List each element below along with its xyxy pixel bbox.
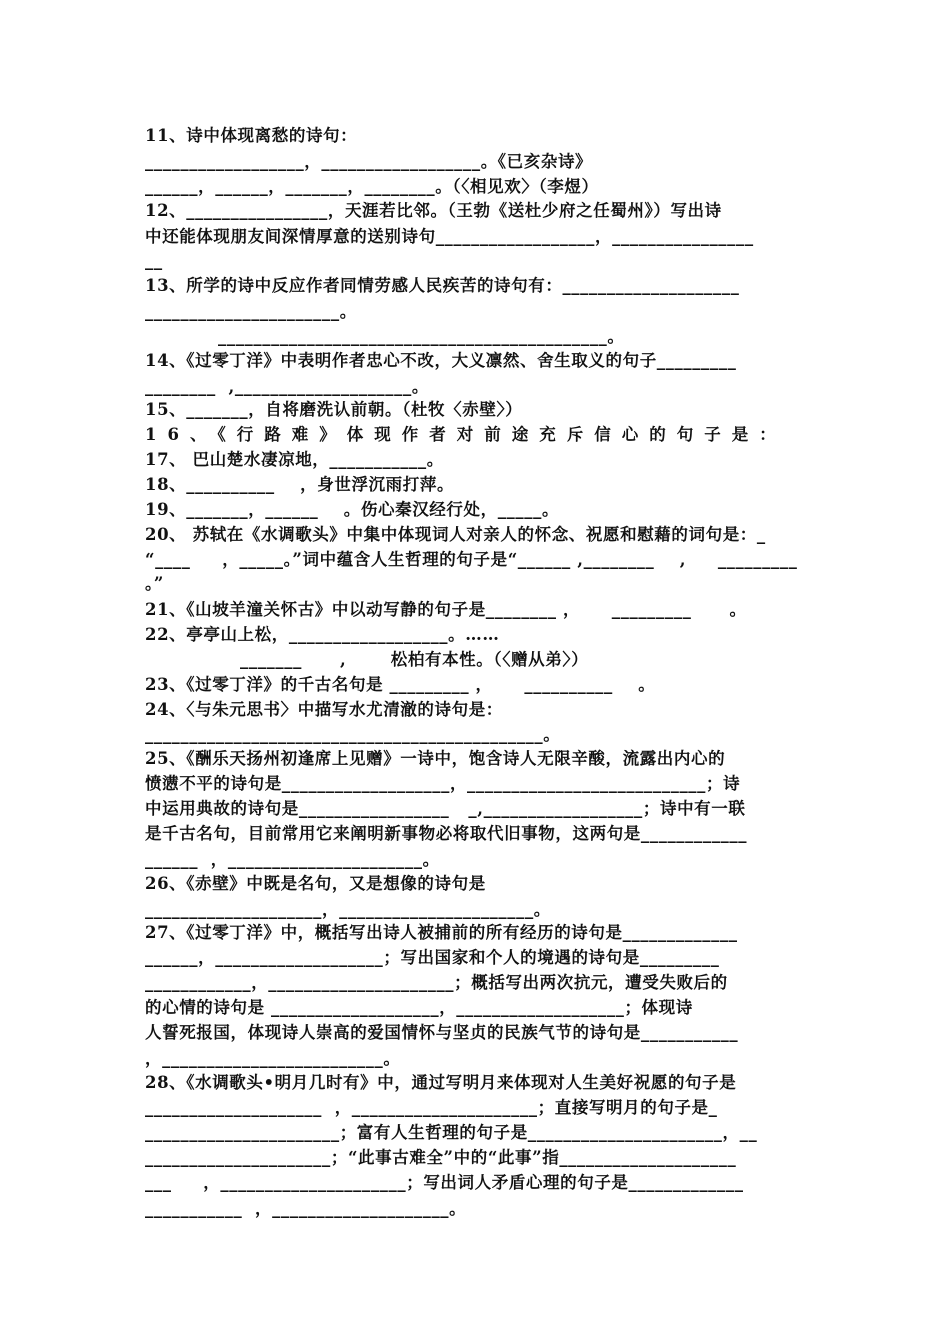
q28-line-3: ______________________；富有人生哲理的句子是______________________，__ [145,1123,758,1142]
q13-line-3: ____________________________________________。 [218,327,625,346]
q18-line: 18、__________ ，身世浮沉雨打萍。 [145,475,455,494]
q28-line-2: ____________________ ，_____________________；直接写明月的句子是_ [145,1098,718,1117]
q11-line-1: 11、诗中体现离愁的诗句： [145,126,358,145]
q11-line-2: __________________，__________________。《已亥杂诗》 [145,152,593,171]
q15-line: 15、_______，自将磨洗认前朝。（杜牧〈赤壁〉） [145,400,523,419]
q27-line-6: ，_________________________。 [145,1049,401,1068]
q12-line-2: 中还能体现朋友间深情厚意的送别诗句__________________，________________ [145,227,754,246]
q21-line: 21、《山坡羊潼关怀古》中以动写静的句子是________ ， _________ 。 [145,600,747,619]
q28-line-6: ___________ ，____________________。 [145,1199,467,1218]
q25-line-5: ______ ，______________________。 [145,850,440,869]
q19-line: 19、_______，______ 。伤心秦汉经行处，_____。 [145,500,560,519]
q17-line: 17、 巴山楚水凄凉地，___________。 [145,450,444,469]
q27-line-1: 27、《过零丁洋》中，概括写出诗人被捕前的所有经历的诗句是_____________ [145,923,738,942]
q20-line-3: 。” [145,574,164,593]
q12-line-3: __ [145,251,163,270]
q24-line-1: 24、〈与朱元思书〉中描写水尤清澈的诗句是： [145,700,503,719]
q13-line-2: ______________________。 [145,302,357,321]
q26-line-2: ____________________，______________________。 [145,900,551,919]
q27-line-3: ____________，_____________________；概括写出两次抗元，遭受失败后的 [145,973,728,992]
q22-line-1: 22、亭亭山上松，__________________。…… [145,625,500,644]
q11-line-3: ______，______，_______，________。（〈相见欢〉（李煜） [145,177,599,196]
q23-line: 23、《过零丁洋》的千古名句是 _________ ， __________ 。 [145,675,656,694]
q14-line-2: ________ ,____________________。 [145,377,429,396]
q20-line-1: 20、 苏轼在《水调歌头》中集中体现词人对亲人的怀念、祝愿和慰藉的词句是：_ [145,525,766,544]
q28-line-5: ___ ，_____________________；写出词人矛盾心理的句子是_____________ [145,1173,744,1192]
q25-line-2: 愤懑不平的诗句是___________________，___________________________；诗 [145,774,741,793]
q27-line-2: ______，___________________；写出国家和个人的境遇的诗句是_________ [145,948,720,967]
q25-line-1: 25、《酬乐天扬州初逢席上见赠》一诗中，饱含诗人无限辛酸，流露出内心的 [145,749,726,768]
q22-line-2: _______ , 松柏有本性。（〈赠从弟〉） [240,650,589,669]
q14-line-1: 14、《过零丁洋》中表明作者忠心不改，大义凛然、舍生取义的句子_________ [145,351,737,370]
q27-line-5: 人誓死报国，体现诗人崇高的爱国情怀与坚贞的民族气节的诗句是___________ [145,1023,739,1042]
q13-line-1: 13、所学的诗中反应作者同情劳感人民疾苦的诗句有：____________________ [145,276,740,295]
q25-line-4: 是千古名句，目前常用它来阐明新事物必将取代旧事物，这两句是____________ [145,824,748,843]
q28-line-4: _____________________；“此事古难全”中的“此事”指____________________ [145,1148,737,1167]
q26-line-1: 26、《赤壁》中既是名句，又是想像的诗句是 [145,874,486,893]
q12-line-1: 12、________________，天涯若比邻。（王勃《送杜少府之任蜀州》）写出诗 [145,201,722,220]
q16-line: 16、《行路难》体现作者对前途充斥信心的句子是： [145,425,787,444]
q27-line-4: 的心情的诗句是 ___________________，___________________；体现诗 [145,998,693,1017]
q24-line-2: _____________________________________________。 [145,725,561,744]
q25-line-3: 中运用典故的诗句是_________________ _,__________________；诗中有一联 [145,799,746,818]
q28-line-1: 28、《水调歌头•明月几时有》中，通过写明月来体现对人生美好祝愿的句子是 [145,1073,737,1092]
q20-line-2: “____ ，_____。”词中蕴含人生哲理的句子是“______ ,________ , _________ [145,550,798,569]
